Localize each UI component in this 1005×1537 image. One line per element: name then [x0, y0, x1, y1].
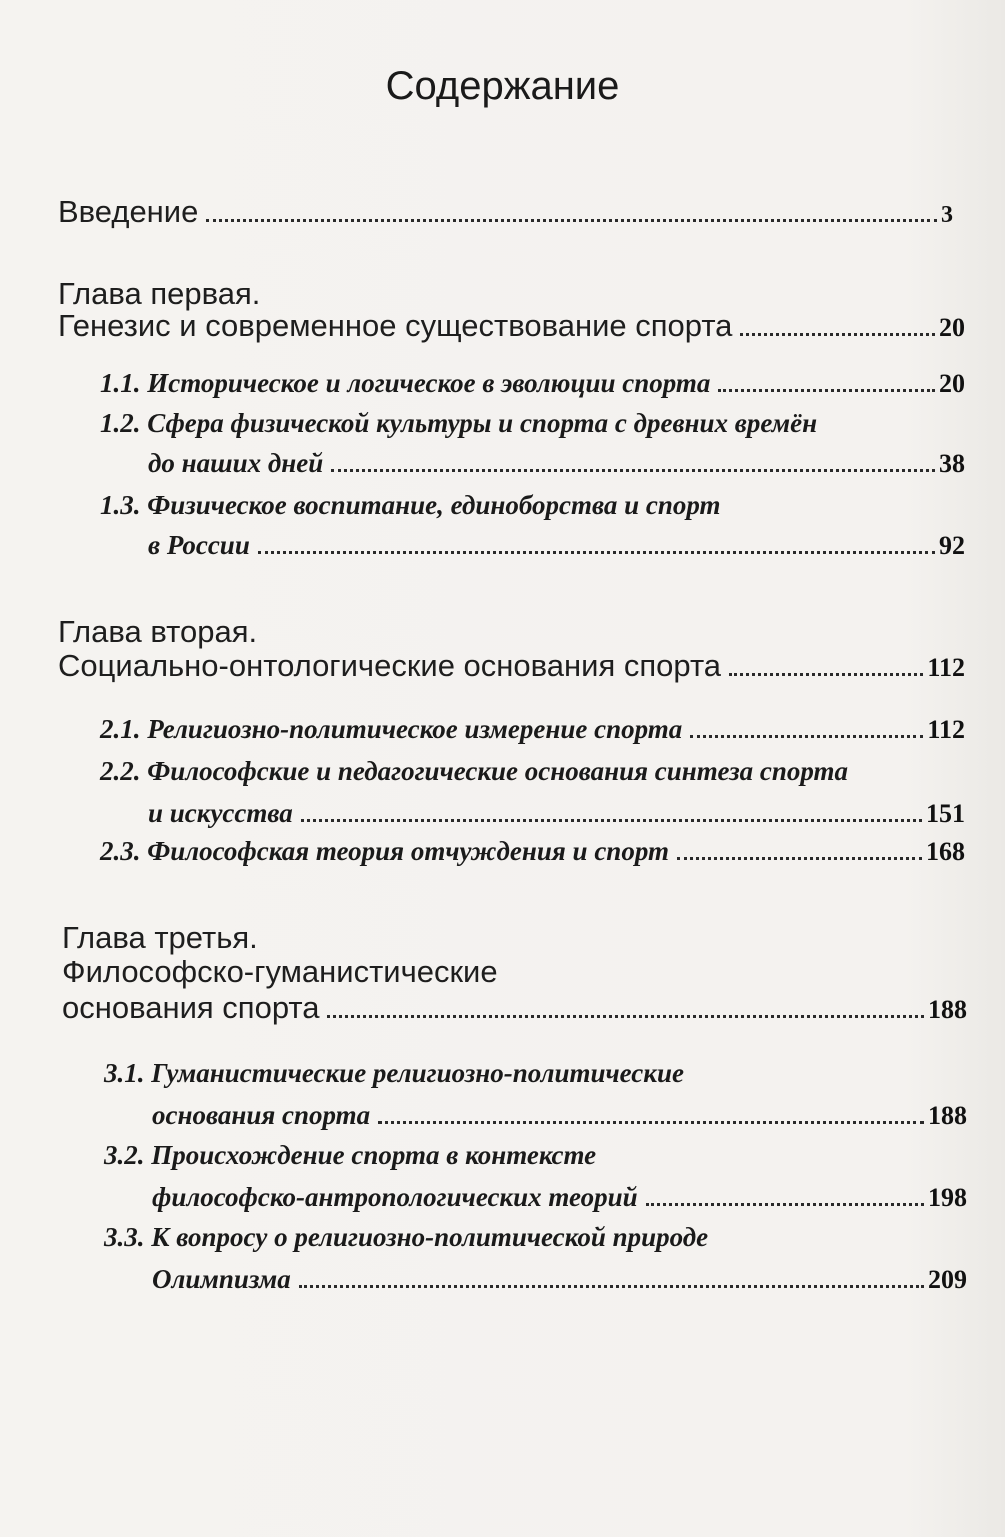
dot-leader: [331, 469, 935, 472]
chapter-heading: Глава первая.: [58, 276, 261, 311]
dot-leader: [690, 735, 923, 738]
section-title-cont: и искусства: [148, 798, 293, 828]
section-number: 1.1.: [100, 368, 141, 398]
toc-entry-section-2-2-cont[interactable]: [148, 798, 965, 829]
chapter-heading: Глава третья.: [62, 920, 258, 955]
dot-leader: [378, 1121, 924, 1124]
toc-entry-section-3-2-cont[interactable]: [152, 1182, 967, 1213]
dot-leader: [327, 1015, 924, 1018]
toc-entry-chapter-3[interactable]: [62, 990, 967, 1026]
dot-leader: [258, 551, 935, 554]
section-number: 3.3.: [104, 1222, 145, 1252]
toc-entry-chapter-2[interactable]: [58, 648, 965, 684]
section-title-cont: Олимпизма: [152, 1264, 291, 1294]
toc-entry-section-2-1[interactable]: [100, 714, 965, 745]
section-number: 1.2.: [100, 408, 141, 438]
page-title: Содержание: [385, 64, 620, 108]
section-title-cont: до наших дней: [148, 448, 324, 478]
chapter-title: Социально-онтологические основания спорта: [58, 648, 722, 683]
section-title: Философские и педагогические основания синтеза спорта: [147, 756, 848, 786]
toc-entry-section-1-1[interactable]: [100, 368, 965, 399]
page-number: 38: [939, 449, 965, 478]
toc-entry-section-1-3-cont[interactable]: [148, 530, 965, 561]
chapter-title: Философско-гуманистические: [62, 954, 498, 989]
section-title: Историческое и логическое в эволюции спорта: [147, 368, 711, 398]
toc-entry-section-3-3[interactable]: [104, 1222, 708, 1253]
page-number: 151: [926, 799, 965, 828]
section-title-cont: основания спорта: [152, 1100, 371, 1130]
toc-entry-section-3-2[interactable]: [104, 1140, 596, 1171]
toc-entry-section-2-2[interactable]: [100, 756, 848, 787]
dot-leader: [729, 673, 923, 676]
toc-entry-section-1-2[interactable]: [100, 408, 817, 439]
dot-leader: [718, 389, 935, 392]
page-number: 188: [928, 1101, 967, 1130]
dot-leader: [677, 857, 922, 860]
section-number: 1.3.: [100, 490, 141, 520]
toc-entry-section-1-3[interactable]: [100, 490, 721, 521]
toc-entry-label: Введение: [58, 194, 199, 229]
section-title: К вопросу о религиозно-политической природе: [151, 1222, 709, 1252]
toc-entry-section-3-1-cont[interactable]: [152, 1100, 967, 1131]
section-title: Происхождение спорта в контексте: [151, 1140, 597, 1170]
chapter-title: Генезис и современное существование спорта: [58, 308, 733, 343]
section-number: 3.2.: [104, 1140, 145, 1170]
toc-entry-section-1-2-cont[interactable]: [148, 448, 965, 479]
toc-entry-intro[interactable]: [58, 194, 953, 230]
page-number: 188: [928, 995, 967, 1024]
page-number: 168: [926, 837, 965, 866]
chapter-title-cont: основания спорта: [62, 990, 320, 1025]
section-title: Философская теория отчуждения и спорт: [147, 836, 669, 866]
chapter-heading: Глава вторая.: [58, 614, 258, 649]
section-title-cont: в России: [148, 530, 250, 560]
page-number: 3: [941, 202, 953, 228]
dot-leader: [646, 1203, 924, 1206]
section-title: Физическое воспитание, единоборства и спорт: [147, 490, 721, 520]
section-title: Сфера физической культуры и спорта с древних времён: [147, 408, 818, 438]
section-number: 2.2.: [100, 756, 141, 786]
section-title: Гуманистические религиозно-политические: [151, 1058, 684, 1088]
page-number: 209: [928, 1265, 967, 1294]
section-title-cont: философско-антропологических теорий: [152, 1182, 638, 1212]
toc-entry-section-3-1[interactable]: [104, 1058, 684, 1089]
dot-leader: [299, 1285, 924, 1288]
toc-entry-chapter-1[interactable]: [58, 308, 965, 344]
section-title: Религиозно-политическое измерение спорта: [147, 714, 683, 744]
page-number: 20: [939, 369, 965, 398]
page-number: 92: [939, 531, 965, 560]
dot-leader: [740, 333, 935, 336]
dot-leader: [301, 819, 922, 822]
section-number: 2.1.: [100, 714, 141, 744]
page-number: 198: [928, 1183, 967, 1212]
page-number: 112: [927, 653, 965, 682]
section-number: 3.1.: [104, 1058, 145, 1088]
dot-leader: [206, 219, 937, 222]
toc-entry-section-3-3-cont[interactable]: [152, 1264, 967, 1295]
toc-entry-section-2-3[interactable]: [100, 836, 965, 867]
section-number: 2.3.: [100, 836, 141, 866]
page-number: 20: [939, 313, 965, 342]
page-number: 112: [927, 715, 965, 744]
